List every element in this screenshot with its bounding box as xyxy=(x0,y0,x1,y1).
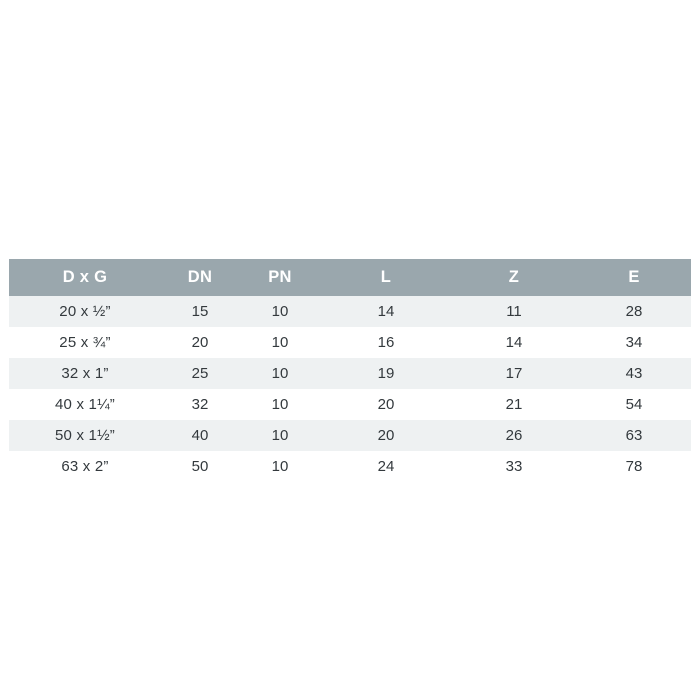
cell-e: 54 xyxy=(577,389,691,420)
cell-z: 11 xyxy=(451,296,577,327)
cell-dn: 25 xyxy=(161,358,239,389)
cell-dxg: 20 x ½” xyxy=(9,296,161,327)
cell-l: 24 xyxy=(321,451,451,482)
cell-dn: 15 xyxy=(161,296,239,327)
cell-l: 14 xyxy=(321,296,451,327)
column-header-z: Z xyxy=(451,259,577,296)
cell-e: 78 xyxy=(577,451,691,482)
spec-table-container xyxy=(9,259,691,482)
column-header-pn: PN xyxy=(239,259,321,296)
table-header-row xyxy=(9,259,691,296)
cell-z: 17 xyxy=(451,358,577,389)
cell-dxg: 32 x 1” xyxy=(9,358,161,389)
table-row xyxy=(9,327,691,358)
column-header-dxg: D x G xyxy=(9,259,161,296)
cell-pn: 10 xyxy=(239,420,321,451)
cell-dn: 40 xyxy=(161,420,239,451)
cell-dxg: 25 x ¾” xyxy=(9,327,161,358)
cell-dxg: 40 x 1¼” xyxy=(9,389,161,420)
column-header-e: E xyxy=(577,259,691,296)
cell-z: 14 xyxy=(451,327,577,358)
cell-pn: 10 xyxy=(239,358,321,389)
cell-e: 28 xyxy=(577,296,691,327)
cell-pn: 10 xyxy=(239,389,321,420)
cell-z: 26 xyxy=(451,420,577,451)
cell-z: 21 xyxy=(451,389,577,420)
cell-dn: 32 xyxy=(161,389,239,420)
table-header xyxy=(9,259,691,296)
cell-z: 33 xyxy=(451,451,577,482)
cell-pn: 10 xyxy=(239,296,321,327)
cell-pn: 10 xyxy=(239,327,321,358)
cell-dxg: 63 x 2” xyxy=(9,451,161,482)
cell-dn: 20 xyxy=(161,327,239,358)
table-row xyxy=(9,389,691,420)
table-row xyxy=(9,358,691,389)
cell-dn: 50 xyxy=(161,451,239,482)
cell-dxg: 50 x 1½” xyxy=(9,420,161,451)
cell-pn: 10 xyxy=(239,451,321,482)
table-row xyxy=(9,420,691,451)
cell-l: 19 xyxy=(321,358,451,389)
cell-l: 20 xyxy=(321,420,451,451)
cell-e: 43 xyxy=(577,358,691,389)
table-body xyxy=(9,296,691,482)
table-row xyxy=(9,296,691,327)
cell-l: 16 xyxy=(321,327,451,358)
cell-l: 20 xyxy=(321,389,451,420)
column-header-dn: DN xyxy=(161,259,239,296)
specification-table xyxy=(9,259,691,482)
cell-e: 63 xyxy=(577,420,691,451)
cell-e: 34 xyxy=(577,327,691,358)
table-row xyxy=(9,451,691,482)
column-header-l: L xyxy=(321,259,451,296)
